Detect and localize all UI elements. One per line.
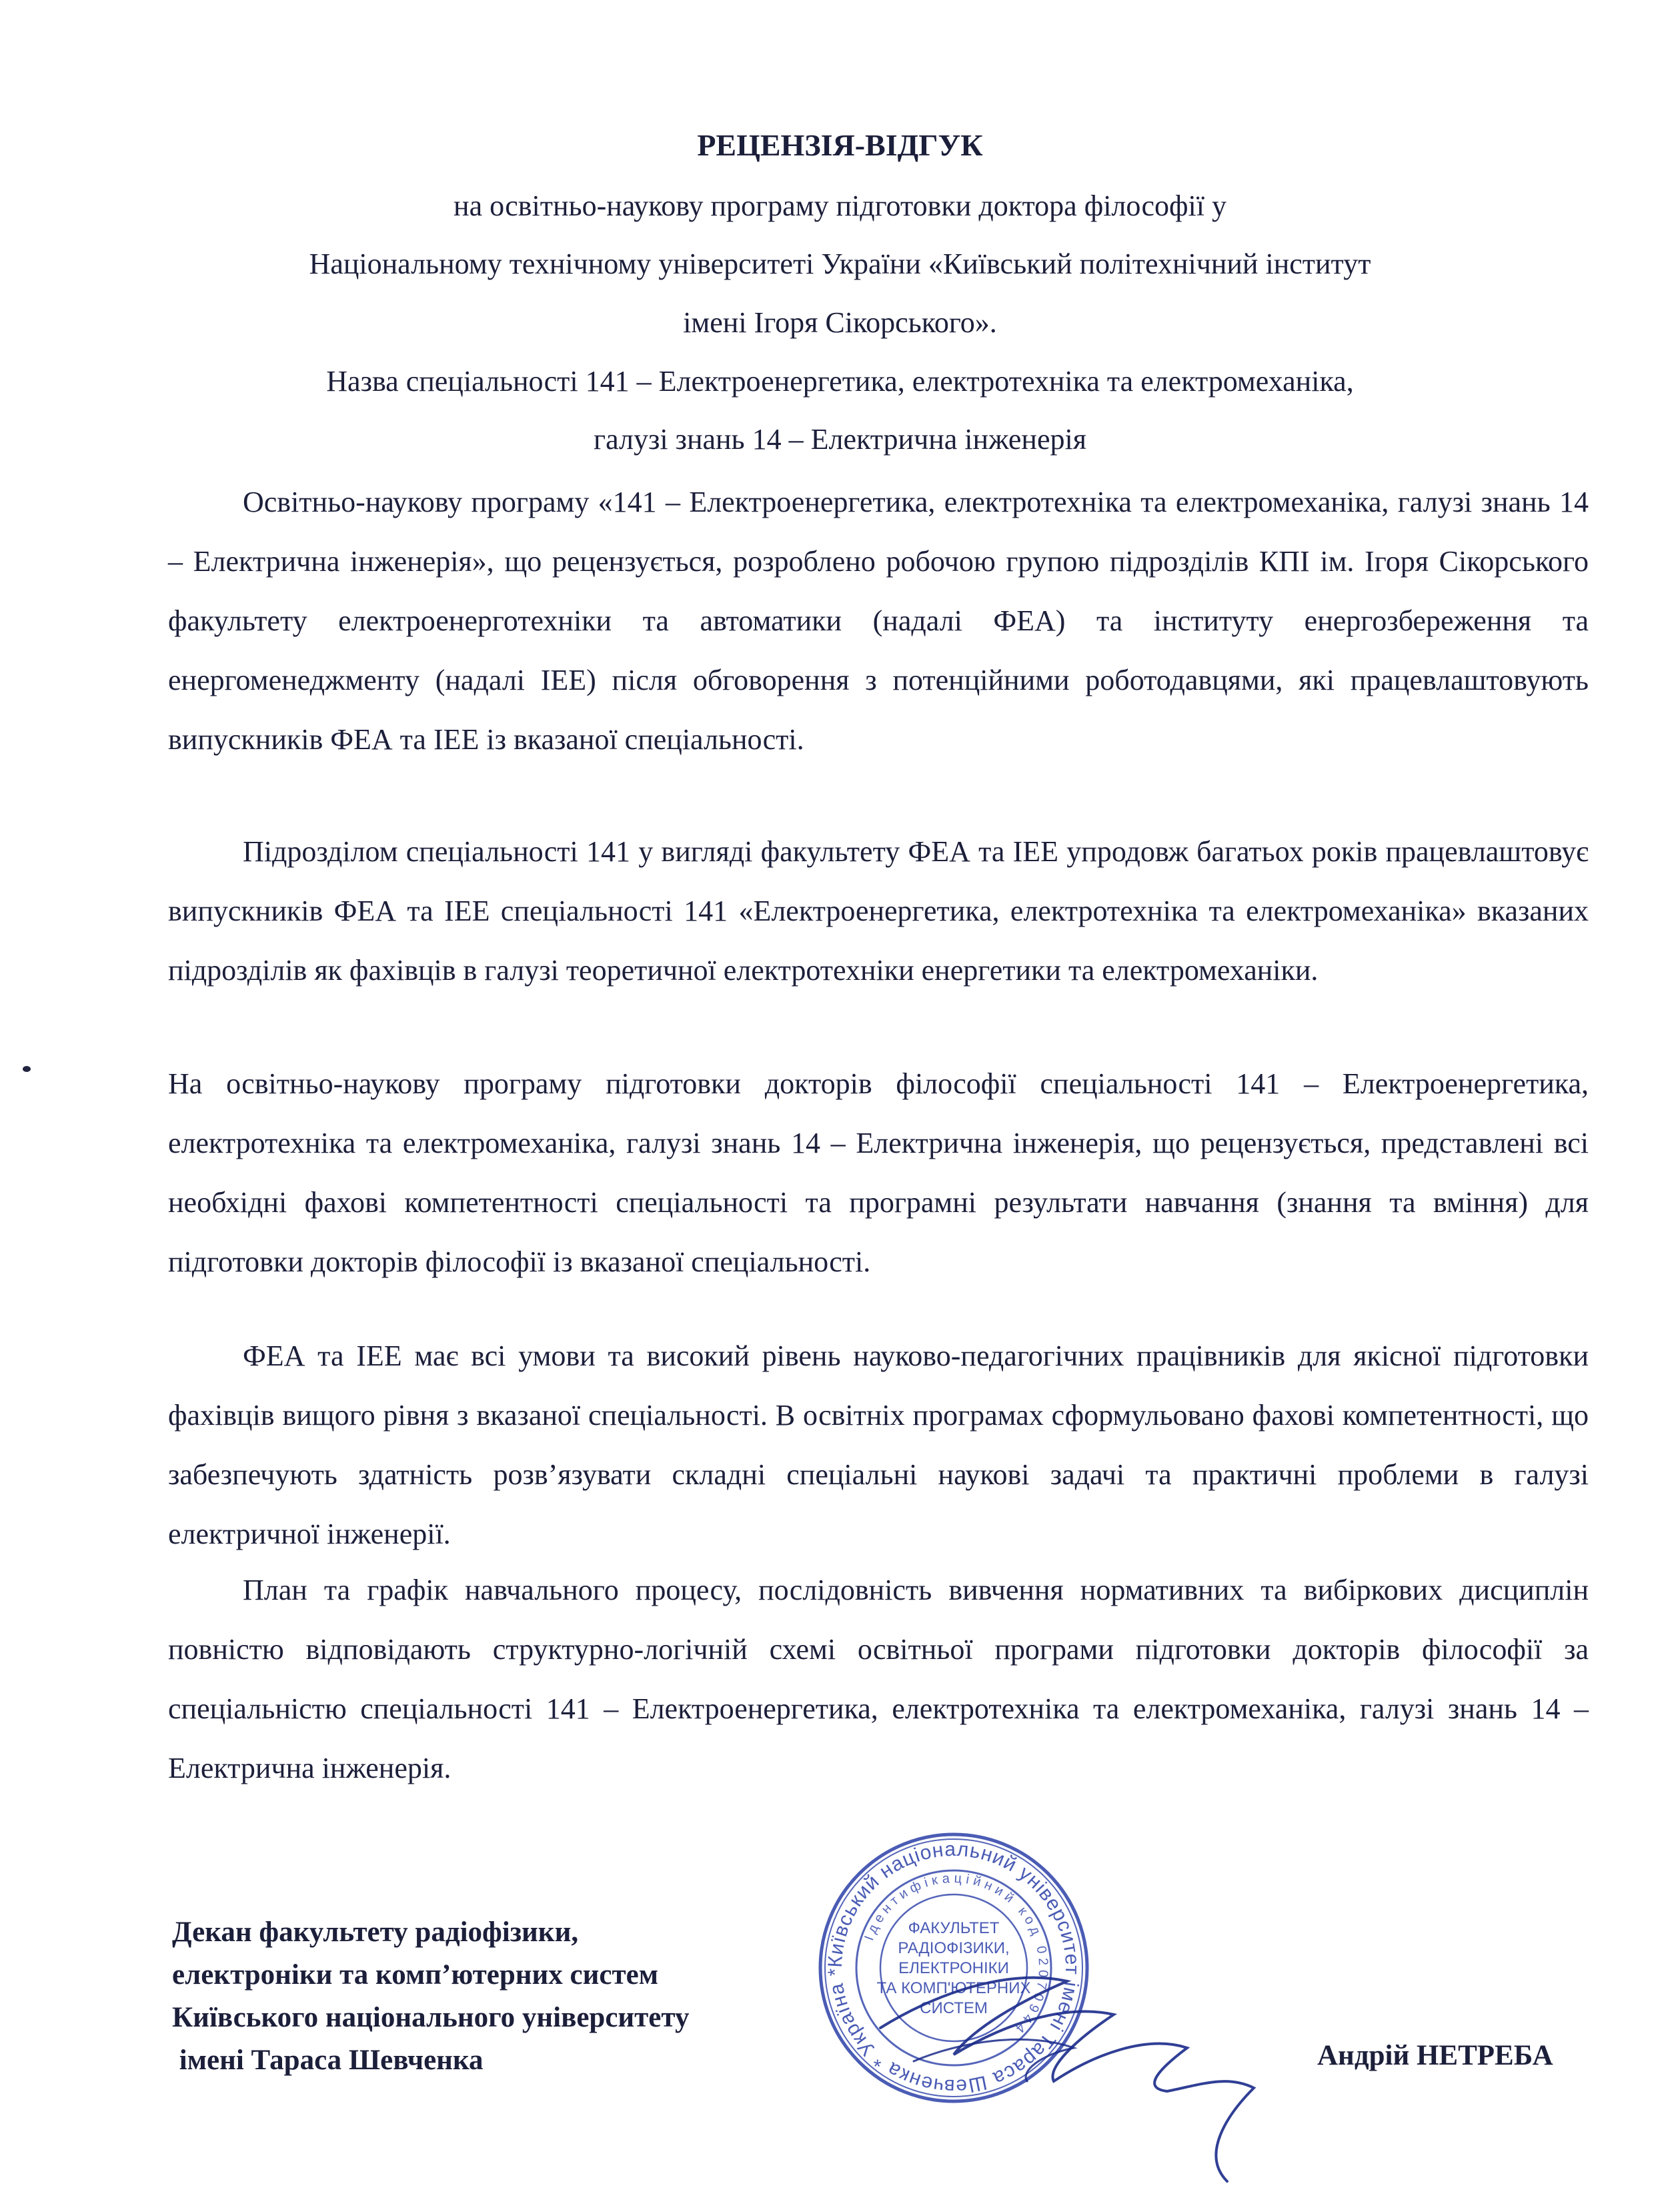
scan-speck	[23, 1066, 31, 1072]
handwritten-signature	[854, 1955, 1281, 2195]
heading-line-5: галузі знань 14 – Електрична інженерія	[594, 423, 1086, 456]
paragraph-text: План та графік навчального процесу, послідовність вивчення нормативних та вибіркових дисциплін повністю відповідають структурно-логічній схемі освітньої програми підготовки докторів філософії за спеціальністю спеціальності 141 – Електроенергетика, електротехніка та електромеханіка, галузі знань 14 – Електрична інженерія.	[168, 1574, 1589, 1784]
paragraph-text: Освітньо-наукову програму «141 – Електроенергетика, електротехніка та електромеханіка, галузі знань 14 – Електрична інженерія», що рецензується, розроблено робочою групою підрозділів КПІ ім. Ігоря Сікорського факультету електроенерготехніки та автоматики (надалі ФЕА) та інституту енергозбереження та енергоменеджменту (надалі ІЕЕ) після обговорення з потенційними роботодавцями, які працевлаштовують випускників ФЕА та ІЕЕ із вказаної спеціальності.	[168, 486, 1589, 756]
document-title: РЕЦЕНЗІЯ-ВІДГУК	[697, 128, 983, 162]
paragraph-text: Підрозділом спеціальності 141 у вигляді факультету ФЕА та ІЕЕ упродовж багатьох років працевлаштовує випускників ФЕА та ІЕЕ спеціальності 141 «Електроенергетика, електротехніка та електромеханіка» вказаних підрозділів як фахівців в галузі теоретичної електротехніки енергетики та електромеханіки.	[168, 835, 1589, 987]
stamp-center-line: ЕЛЕКТРОНІКИ	[898, 1959, 1009, 1977]
heading-line-1: на освітньо-наукову програму підготовки доктора філософії у	[454, 189, 1226, 222]
stamp-center-line: РАДІОФІЗИКИ,	[898, 1939, 1010, 1957]
signer-position-line: Київського національного університету	[172, 2002, 690, 2033]
heading-line-3: імені Ігоря Сікорського».	[683, 306, 997, 339]
stamp-outer-text: Київський національний університет імені Тараса Шевченка * Україна *	[824, 1838, 1084, 2098]
heading-line-2: Національному технічному університеті України «Київський політехнічний інститут	[309, 247, 1371, 280]
heading-line-4: Назва спеціальності 141 – Електроенергетика, електротехніка та електромеханіка,	[326, 365, 1354, 398]
stamp-center-line: ТА КОМП'ЮТЕРНИХ	[876, 1979, 1031, 1997]
paragraph-text: ФЕА та ІЕЕ має всі умови та високий рівень науково-педагогічних працівників для якісної підготовки фахівців вищого рівня з вказаної спеціальності. В освітніх програмах сформульовано фахові компетентності, що забезпечують здатність розв’язувати складні спеціальні наукові задачі та практичні проблеми в галузі електричної інженерії.	[168, 1339, 1589, 1550]
stamp-center-line: ФАКУЛЬТЕТ	[908, 1919, 1000, 1937]
body-paragraph	[168, 1560, 1589, 1798]
signer-position-line: Декан факультету радіофізики,	[172, 1916, 579, 1948]
signer-position	[172, 1911, 689, 2082]
body-paragraph	[168, 1326, 1589, 1564]
body-paragraph	[168, 472, 1589, 769]
stamp-inner-text: Ідентифікаційний код 02070944	[862, 1870, 1051, 2039]
signer-position-line: імені Тараса Шевченка	[172, 2045, 484, 2076]
signer-position-line: електроніки та комп’ютерних систем	[172, 1959, 658, 1991]
signer-name: Андрій НЕТРЕБА	[1317, 2040, 1553, 2071]
body-paragraph	[168, 822, 1589, 1000]
paragraph-text: На освітньо-наукову програму підготовки докторів філософії спеціальності 141 – Електроенергетика, електротехніка та електромеханіка, галузі знань 14 – Електрична інженерія, що рецензується, представлені всі необхідні фахові компетентності спеціальності та програмні результати навчання (знання та вміння) для підготовки докторів філософії із вказаної спеціальності.	[168, 1067, 1589, 1278]
body-paragraph	[168, 1054, 1589, 1291]
stamp-center-line: СИСТЕМ	[920, 1999, 988, 2017]
